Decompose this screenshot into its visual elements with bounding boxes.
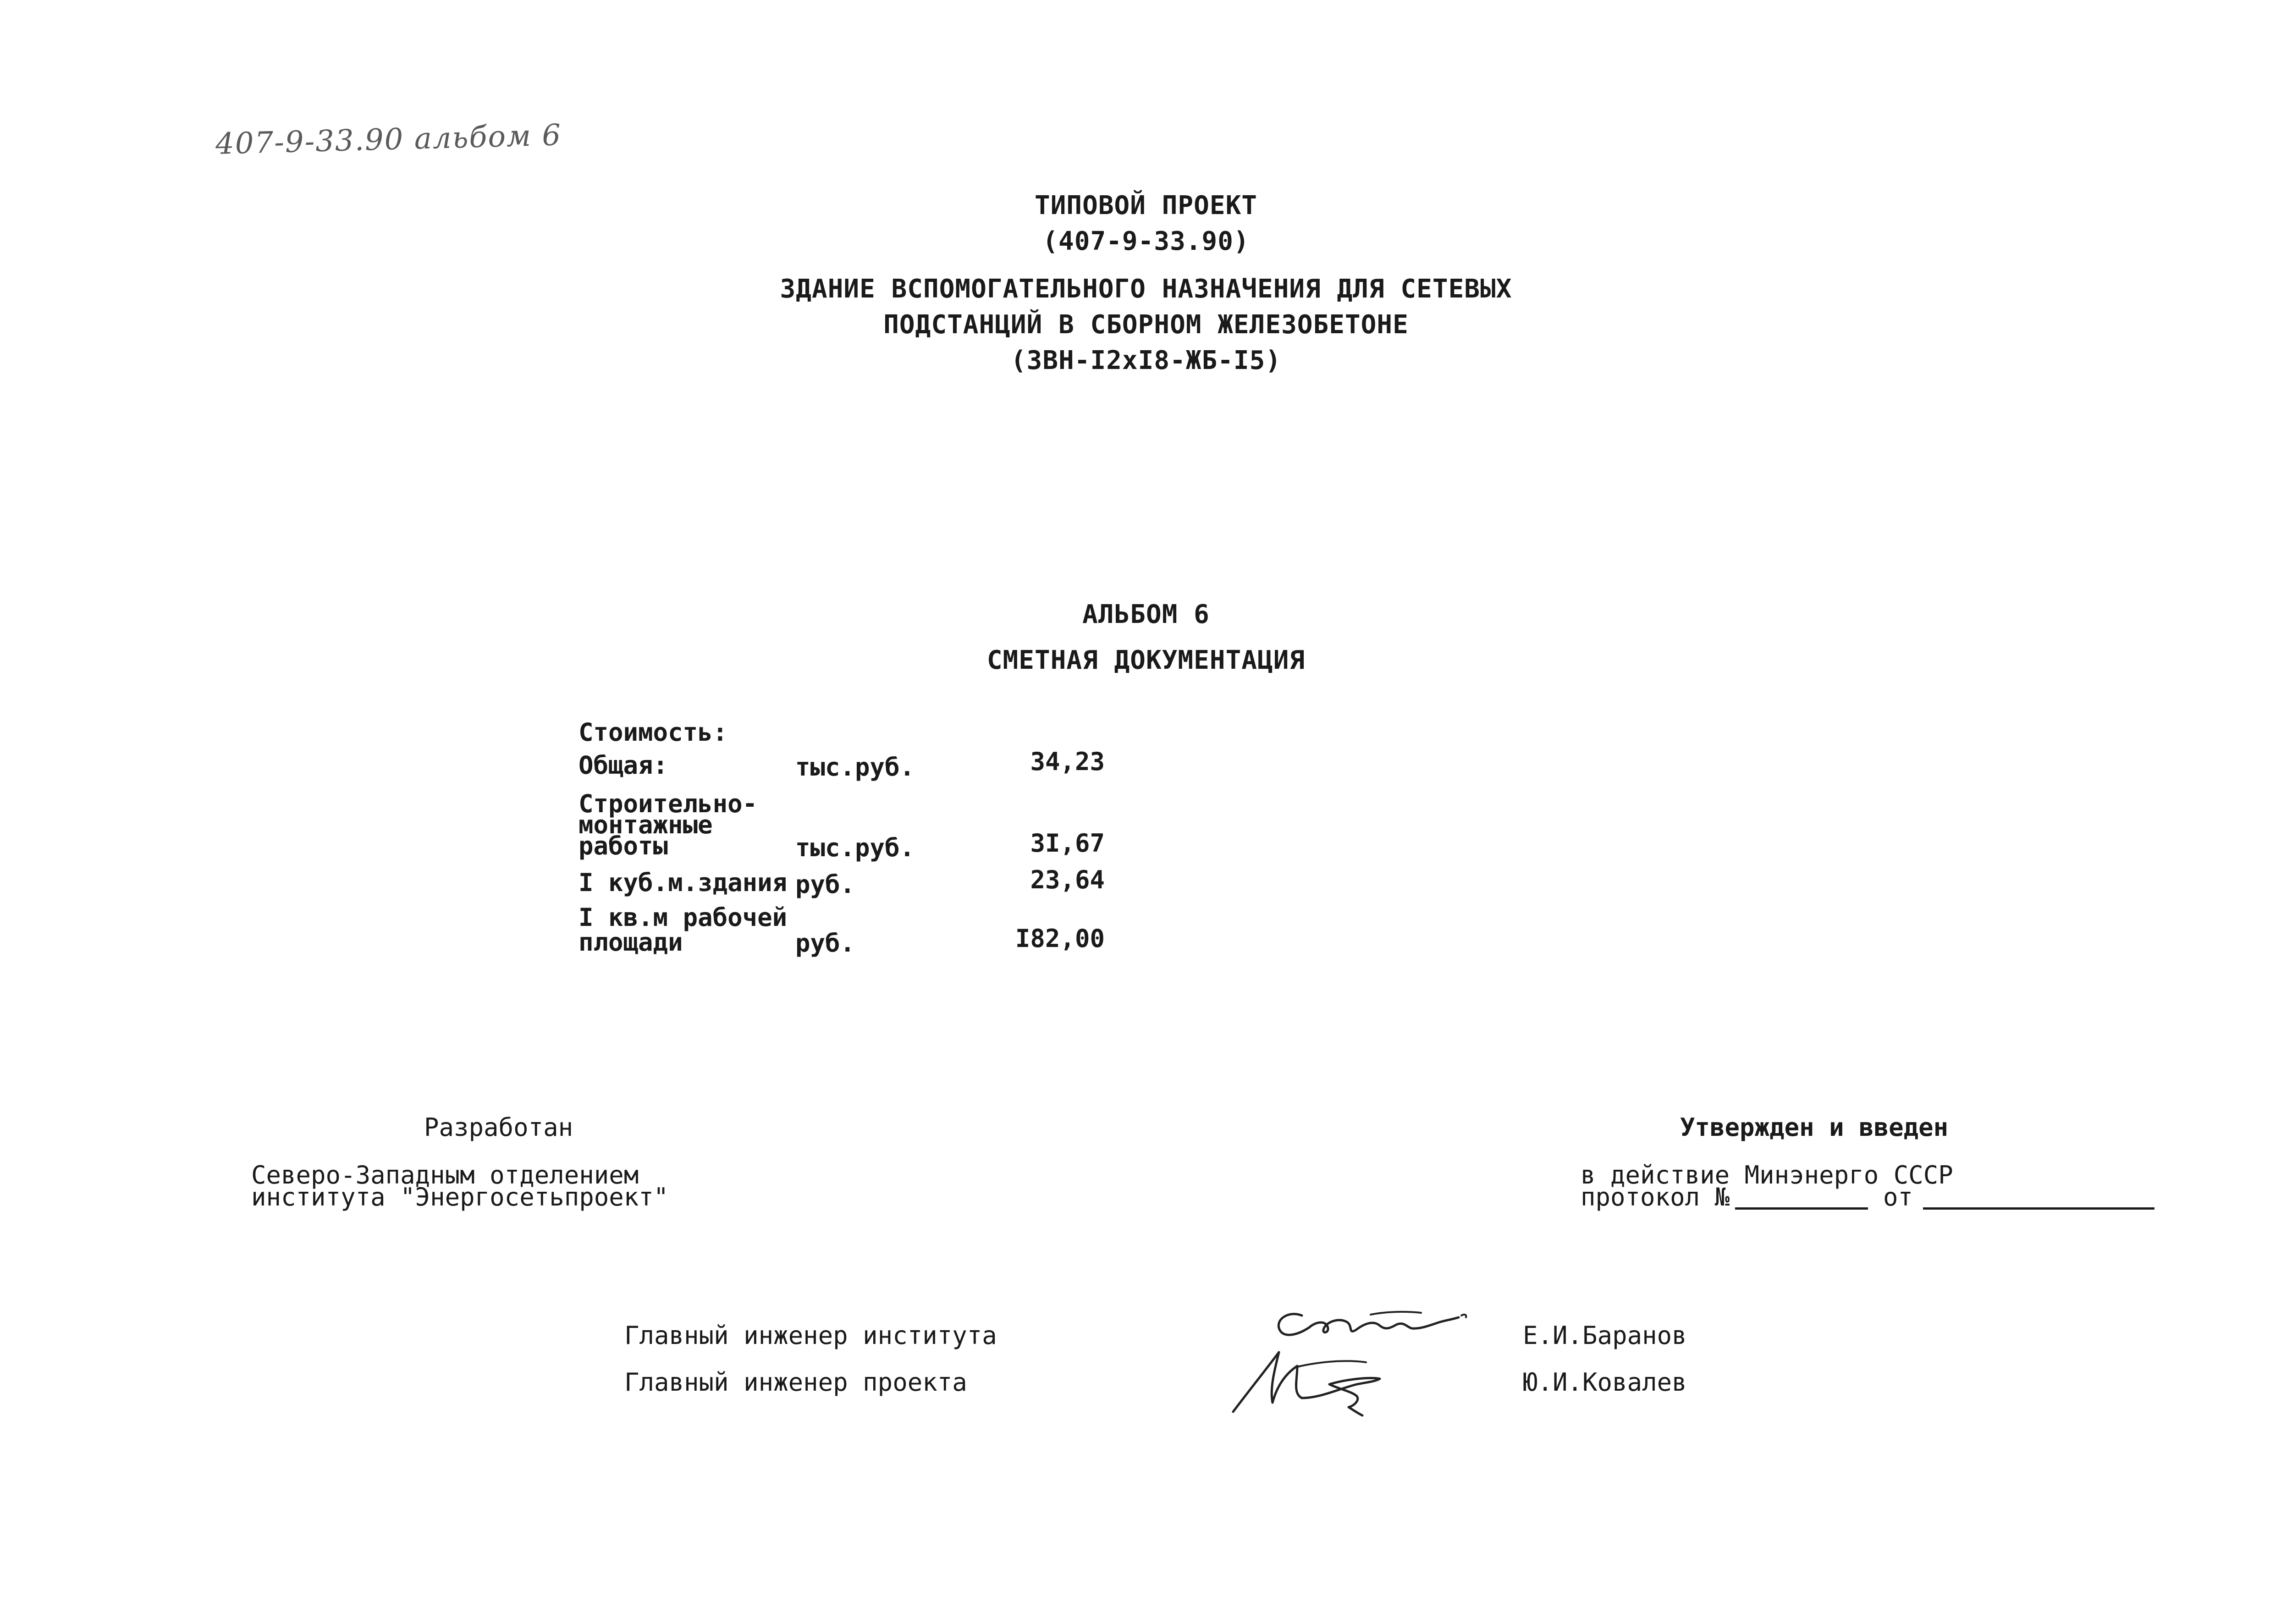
signatory-name-1: Е.И.Баранов	[1523, 1321, 1687, 1350]
cost-construction-unit: тыс.руб.	[795, 833, 915, 862]
project-code: (ЗВН-I2xI8-ЖБ-I5)	[1010, 346, 1282, 375]
signatory-name-2: Ю.И.Ковалев	[1523, 1368, 1687, 1397]
cost-total-unit: тыс.руб.	[795, 753, 915, 782]
signatory-position-2: Главный инженер проекта	[624, 1368, 967, 1397]
protocol-date-label: от	[1883, 1183, 1913, 1211]
cost-per-cubic-meter-value: 23,64	[1030, 865, 1105, 894]
cost-construction-label-2: монтажные	[579, 810, 713, 839]
project-title-line2: ПОДСТАНЦИЙ В СБОРНОМ ЖЕЛЕЗОБЕТОНЕ	[883, 310, 1409, 340]
document-type: ТИПОВОЙ ПРОЕКТ	[1034, 191, 1257, 220]
cost-heading: Стоимость:	[579, 718, 728, 747]
protocol-number-blank	[1735, 1207, 1868, 1210]
protocol-date-blank	[1923, 1207, 2154, 1210]
cost-construction-label-1: Строительно-	[579, 789, 758, 818]
cost-per-square-meter-label-1: I кв.м рабочей	[579, 903, 788, 932]
cost-per-cubic-meter-label: I куб.м.здания	[579, 868, 788, 897]
project-title-line1: ЗДАНИЕ ВСПОМОГАТЕЛЬНОГО НАЗНАЧЕНИЯ ДЛЯ СЕТЕВЫХ	[780, 274, 1512, 304]
cost-per-cubic-meter-unit: руб.	[795, 870, 855, 899]
cost-construction-label-3: работы	[579, 831, 668, 860]
cost-construction-value: 3I,67	[1030, 829, 1105, 858]
approval-line1: в действие Минэнерго СССР	[1581, 1161, 1953, 1189]
album-number: АЛЬБОМ 6	[1082, 600, 1210, 629]
cost-per-square-meter-value: I82,00	[1015, 924, 1105, 953]
developer-line2: института "Энергосетьпроект"	[251, 1183, 669, 1211]
album-name: СМЕТНАЯ ДОКУМЕНТАЦИЯ	[986, 645, 1306, 675]
cost-per-square-meter-label-2: площади	[579, 928, 683, 957]
developer-line1: Северо-Западным отделением	[251, 1161, 639, 1189]
developer-heading: Разработан	[424, 1113, 573, 1142]
protocol-label: протокол №	[1581, 1183, 1730, 1211]
signature-chief-engineer-project	[1229, 1343, 1412, 1423]
cost-total-value: 34,23	[1030, 747, 1105, 776]
cost-total-label: Общая:	[579, 751, 668, 780]
approval-heading: Утвержден и введен	[1680, 1113, 1949, 1142]
cost-per-square-meter-unit: руб.	[795, 929, 855, 958]
handwritten-reference-note: 407-9-33.90 альбом 6	[215, 118, 562, 161]
project-number: (407-9-33.90)	[1042, 226, 1250, 256]
signatory-position-1: Главный инженер института	[624, 1321, 997, 1350]
